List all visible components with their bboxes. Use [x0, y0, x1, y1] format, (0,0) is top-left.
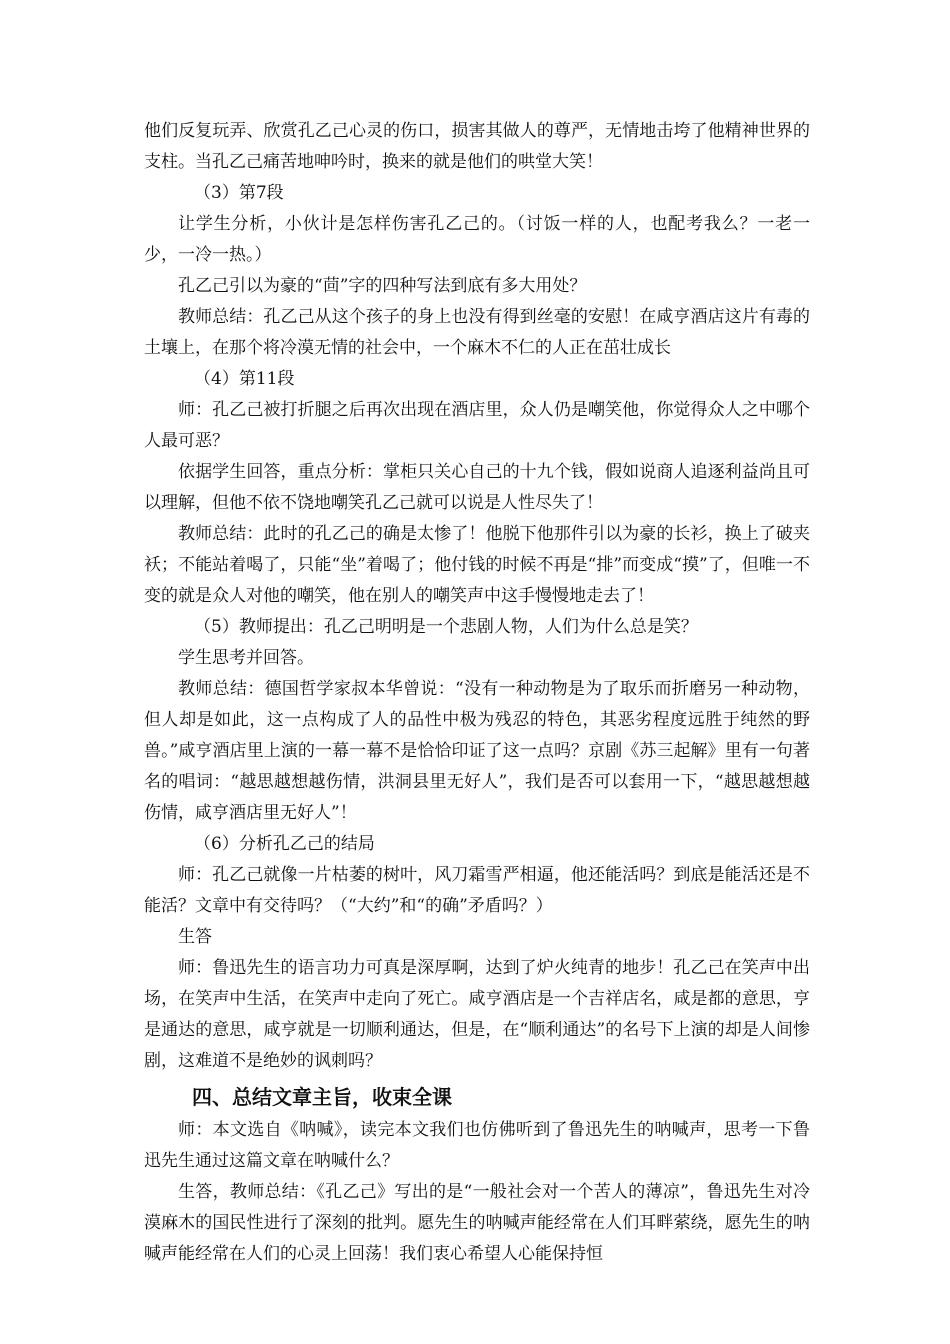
paragraph: 师：本文选自《呐喊》，读完本文我们也仿佛听到了鲁迅先生的呐喊声，思考一下鲁迅先生通过这篇文章在呐喊什么？ [144, 1120, 810, 1171]
paragraph: 学生思考并回答。 [178, 648, 314, 668]
paragraph-continuation: 他们反复玩弄、欣赏孔乙己心灵的伤口，损害其做人的尊严，无情地击垮了他精神世界的支柱。当孔乙己痛苦地呻吟时，换来的就是他们的哄堂大笑！ [144, 121, 810, 172]
section-label-4: （4）第11段 [194, 369, 295, 389]
paragraph: 孔乙己引以为豪的“茴”字的四种写法到底有多大用处？ [178, 276, 587, 296]
paragraph: 生答，教师总结：《孔乙己》写出的是“一般社会对一个苦人的薄凉”，鲁迅先生对冷漠麻木的国民性进行了深刻的批判。愿先生的呐喊声能经常在人们耳畔萦绕，愿先生的呐喊声能经常在人们的心灵上回荡！我们衷心希望人心能保持恒 [144, 1182, 810, 1264]
paragraph: 教师总结：德国哲学家叔本华曾说：“没有一种动物是为了取乐而折磨另一种动物，但人却是如此，这一点构成了人的品性中极为残忍的特色，其恶劣程度远胜于纯然的野兽。”咸亨酒店里上演的一幕一幕不是恰恰印证了这一点吗？京剧《苏三起解》里有一句著名的唱词：“越思越想越伤情，洪洞县里无好人”，我们是否可以套用一下，“越思越想越伤情，咸亨酒店里无好人”！ [144, 679, 810, 823]
paragraph: 师：孔乙己被打折腿之后再次出现在酒店里，众人仍是嘲笑他，你觉得众人之中哪个人最可恶？ [144, 400, 810, 451]
section-label-3: （3）第7段 [194, 183, 284, 203]
section-heading: 四、总结文章主旨，收束全课 [192, 1085, 452, 1109]
paragraph: 教师总结：孔乙己从这个孩子的身上也没有得到丝毫的安慰！在咸亨酒店这片有毒的土壤上，在那个将冷漠无情的社会中，一个麻木不仁的人正在茁壮成长 [144, 307, 810, 358]
section-label-6: （6）分析孔乙己的结局 [194, 834, 375, 854]
paragraph: 生答 [178, 927, 212, 947]
paragraph: 教师总结：此时的孔乙己的确是太惨了！他脱下他那件引以为豪的长衫，换上了破夹袄；不能站着喝了，只能“坐”着喝了；他付钱的时候不再是“排”而变成“摸”了，但唯一不变的就是众人对他的嘲笑，他在别人的嘲笑声中这手慢慢地走去了！ [144, 524, 810, 606]
paragraph: 师：孔乙己就像一片枯萎的树叶，风刀霜雪严相逼，他还能活吗？到底是能活还是不能活？文章中有交待吗？（“大约”和“的确”矛盾吗？） [144, 865, 810, 916]
paragraph: 依据学生回答，重点分析：掌柜只关心自己的十九个钱，假如说商人追逐利益尚且可以理解，但他不依不饶地嘲笑孔乙己就可以说是人性尽失了！ [144, 462, 810, 513]
paragraph: 师：鲁迅先生的语言功力可真是深厚啊，达到了炉火纯青的地步！孔乙己在笑声中出场，在笑声中生活，在笑声中走向了死亡。咸亨酒店是一个吉祥店名，咸是都的意思，亨是通达的意思，咸亨就是一切顺利通达，但是，在“顺利通达”的名号下上演的却是人间惨剧，这难道不是绝妙的讽刺吗？ [144, 958, 810, 1071]
paragraph: 让学生分析，小伙计是怎样伤害孔乙己的。（讨饭一样的人，也配考我么？一老一少，一冷一热。） [144, 214, 810, 265]
document-page [144, 116, 810, 1270]
section-label-5: （5）教师提出：孔乙己明明是一个悲剧人物，人们为什么总是笑？ [194, 617, 698, 637]
